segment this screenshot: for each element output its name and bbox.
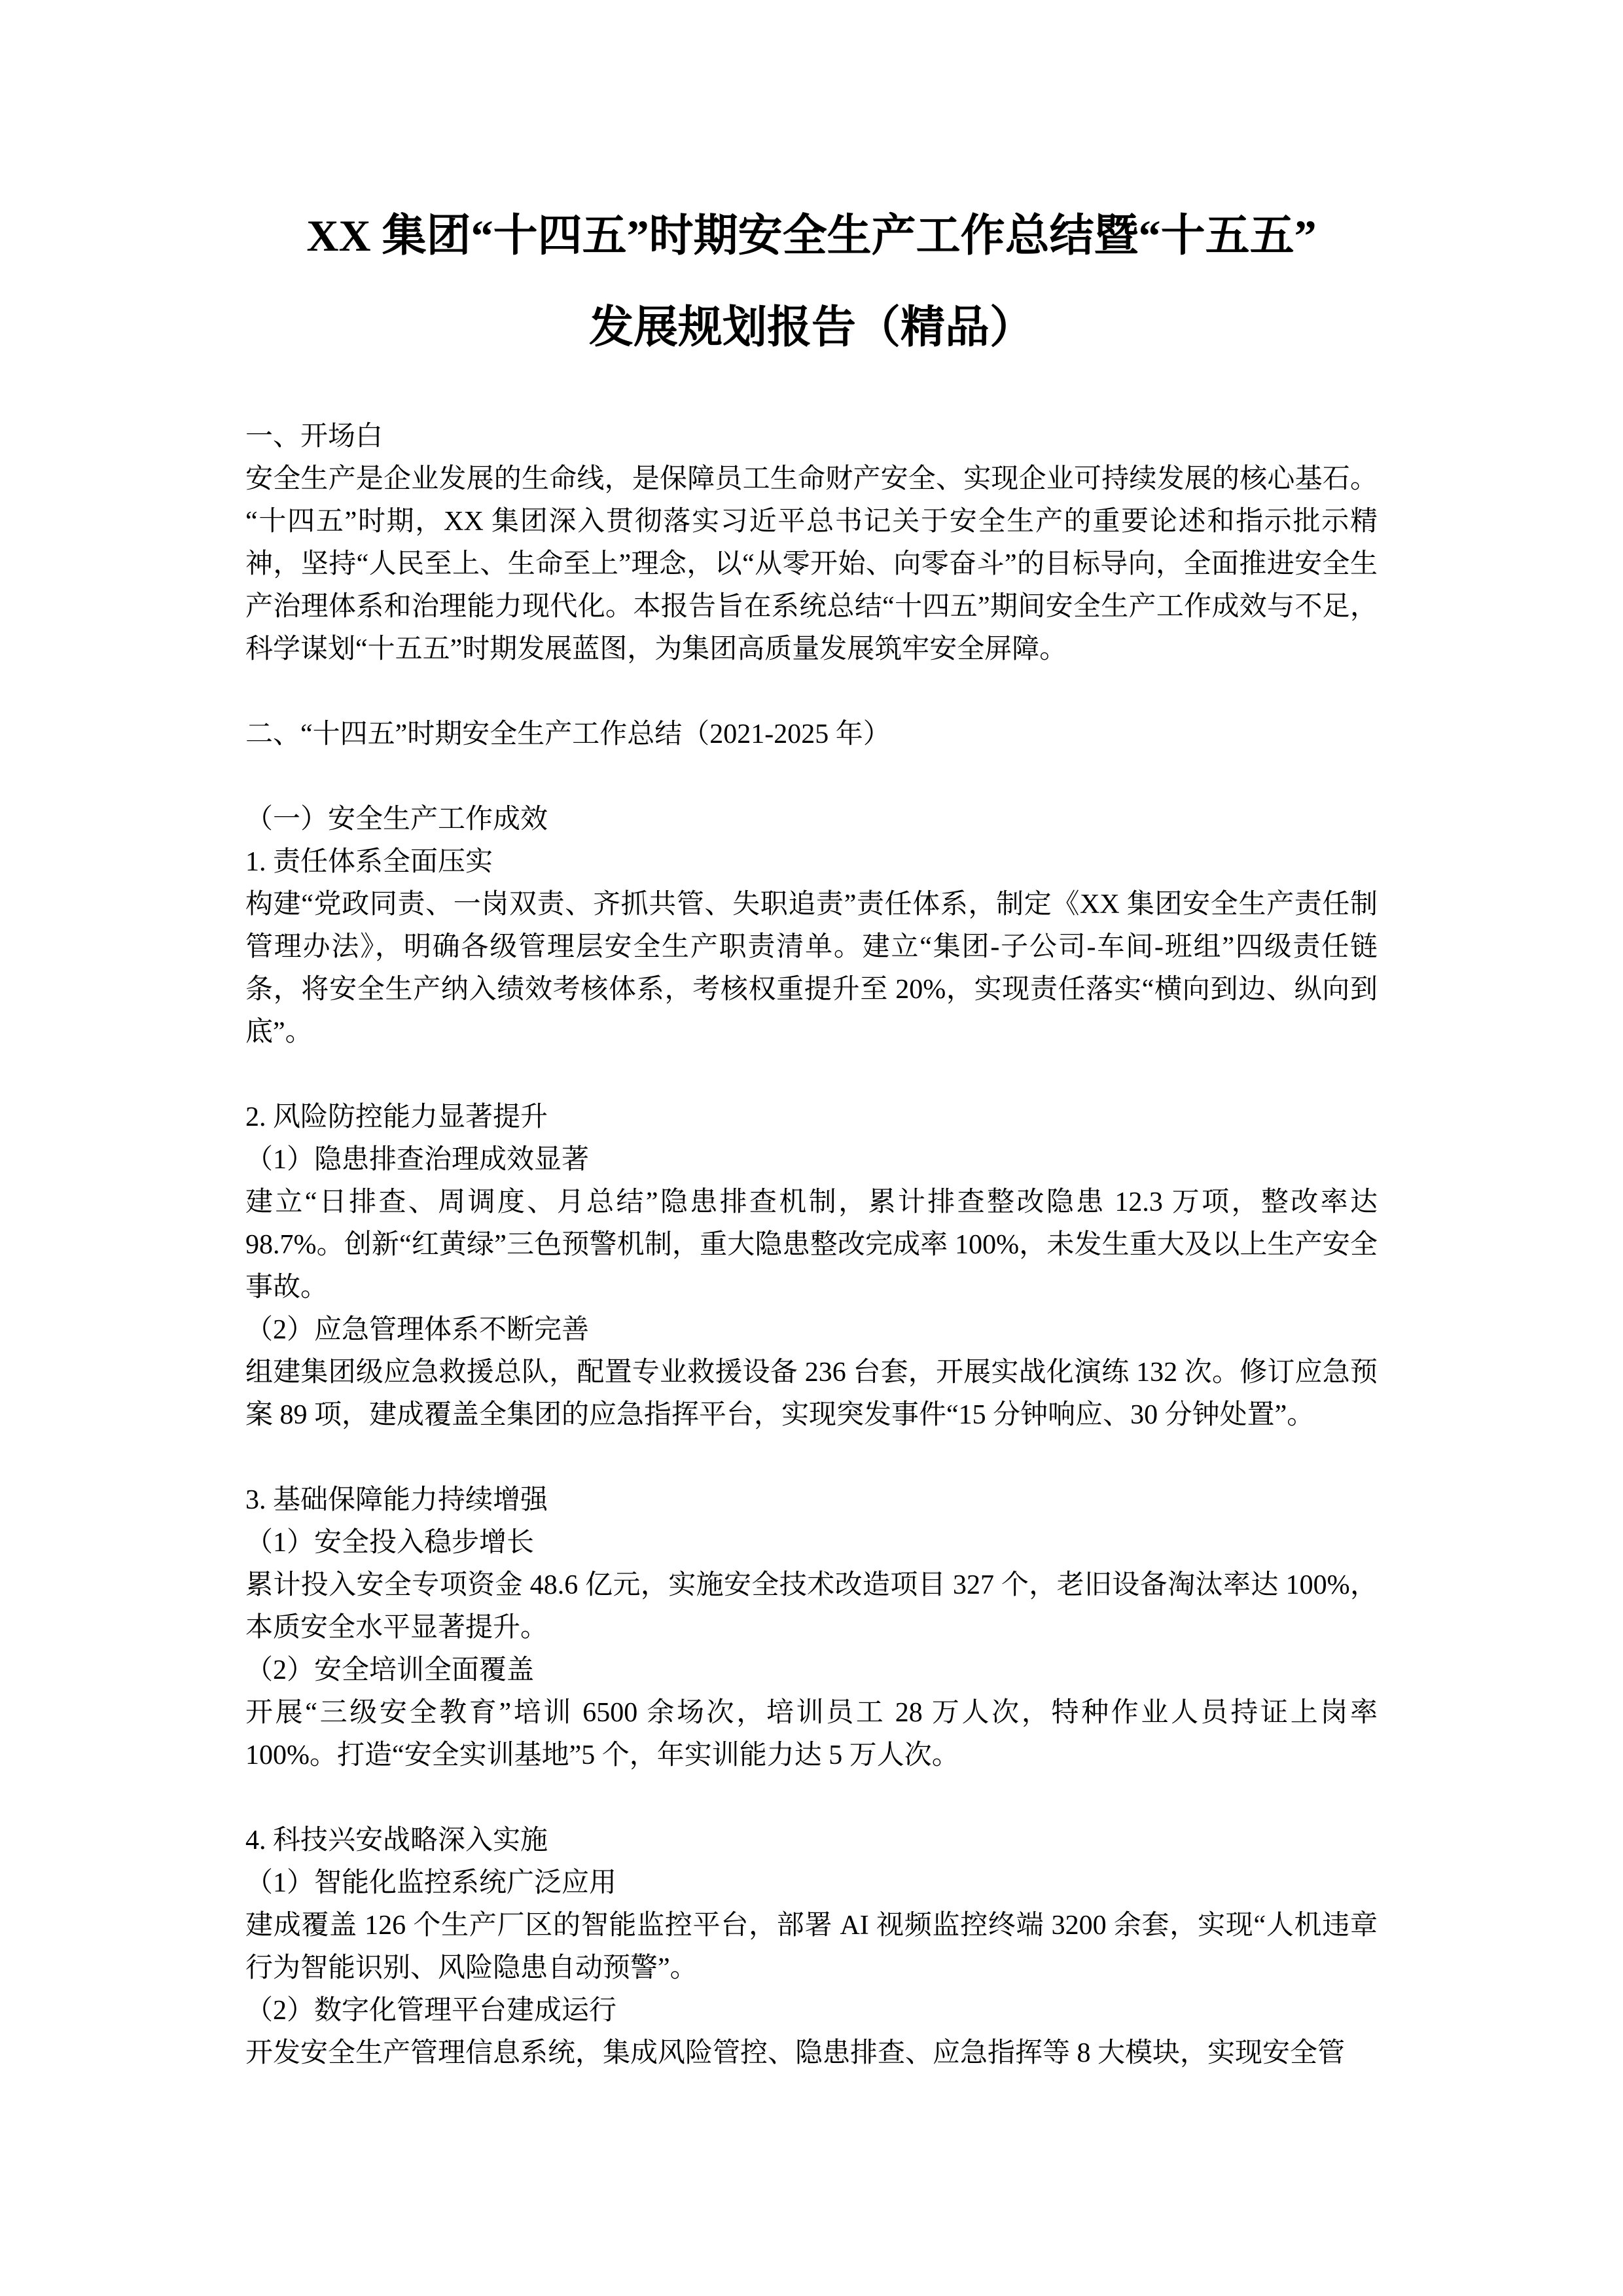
body-paragraph: 构建“党政同责、一岗双责、齐抓共管、失职追责”责任体系，制定《XX 集团安全生产责任制管理办法》，明确各级管理层安全生产职责清单。建立“集团-子公司-车间-班组”四级责任链条，将安全生产纳入绩效考核体系，考核权重提升至 20%，实现责任落实“横向到边、纵向到底”。 [245, 889, 1378, 1047]
section-heading: 1. 责任体系全面压实 [245, 847, 493, 877]
body-paragraph: 开发安全生产管理信息系统，集成风险管控、隐患排查、应急指挥等 8 大模块，实现安全管 [245, 2038, 1346, 2068]
blank-line [245, 756, 1378, 798]
section-heading: 二、“十四五”时期安全生产工作总结（2021-2025 年） [245, 719, 891, 749]
body-paragraph: 建成覆盖 126 个生产厂区的智能监控平台，部署 AI 视频监控终端 3200 余套，实现“人机违章行为智能识别、风险隐患自动预警”。 [245, 1910, 1378, 1983]
blank-line [245, 1054, 1378, 1096]
section-heading: （2）安全培训全面覆盖 [245, 1655, 535, 1685]
section-heading: （2）应急管理体系不断完善 [245, 1315, 590, 1345]
section-heading: （1）智能化监控系统广泛应用 [245, 1868, 617, 1898]
document-title-line-2: 发展规划报告（精品） [588, 302, 1034, 352]
body-paragraph: 组建集团级应急救援总队，配置专业救援设备 236 台套，开展实战化演练 132 次。修订应急预案 89 项，建成覆盖全集团的应急指挥平台，实现突发事件“15 分钟响应、30 分钟处置”。 [245, 1357, 1378, 1430]
document-title [245, 190, 1378, 373]
section-heading: （2）数字化管理平台建成运行 [245, 1996, 617, 2026]
body-paragraph: 累计投入安全专项资金 48.6 亿元，实施安全技术改造项目 327 个，老旧设备淘汰率达 100%，本质安全水平显著提升。 [245, 1570, 1378, 1643]
document-title-line-1: XX 集团“十四五”时期安全生产工作总结暨“十五五” [306, 211, 1317, 260]
document-body [245, 416, 1378, 2075]
section-heading: 4. 科技兴安战略深入实施 [245, 1825, 548, 1856]
section-heading: （1）安全投入稳步增长 [245, 1528, 535, 1558]
section-heading: 2. 风险防控能力显著提升 [245, 1102, 548, 1132]
body-paragraph: 安全生产是企业发展的生命线，是保障员工生命财产安全、实现企业可持续发展的核心基石。“十四五”时期，XX 集团深入贯彻落实习近平总书记关于安全生产的重要论述和指示批示精神，坚持“人民至上、生命至上”理念，以“从零开始、向零奋斗”的目标导向，全面推进安全生产治理体系和治理能力现代化。本报告旨在系统总结“十四五”期间安全生产工作成效与不足，科学谋划“十五五”时期发展蓝图，为集团高质量发展筑牢安全屏障。 [245, 464, 1378, 664]
section-heading: （一）安全生产工作成效 [245, 804, 548, 834]
body-paragraph: 建立“日排查、周调度、月总结”隐患排查机制，累计排查整改隐患 12.3 万项，整改率达 98.7%。创新“红黄绿”三色预警机制，重大隐患整改完成率 100%，未发生重大及以上生产安全事故。 [245, 1187, 1378, 1302]
section-heading: 一、开场白 [245, 422, 383, 452]
body-paragraph: 开展“三级安全教育”培训 6500 余场次，培训员工 28 万人次，特种作业人员持证上岗率 100%。打造“安全实训基地”5 个，年实训能力达 5 万人次。 [245, 1698, 1378, 1770]
blank-line [245, 1777, 1378, 1820]
blank-line [245, 671, 1378, 713]
section-heading: （1）隐患排查治理成效显著 [245, 1145, 590, 1175]
section-heading: 3. 基础保障能力持续增强 [245, 1485, 548, 1515]
blank-line [245, 1437, 1378, 1479]
